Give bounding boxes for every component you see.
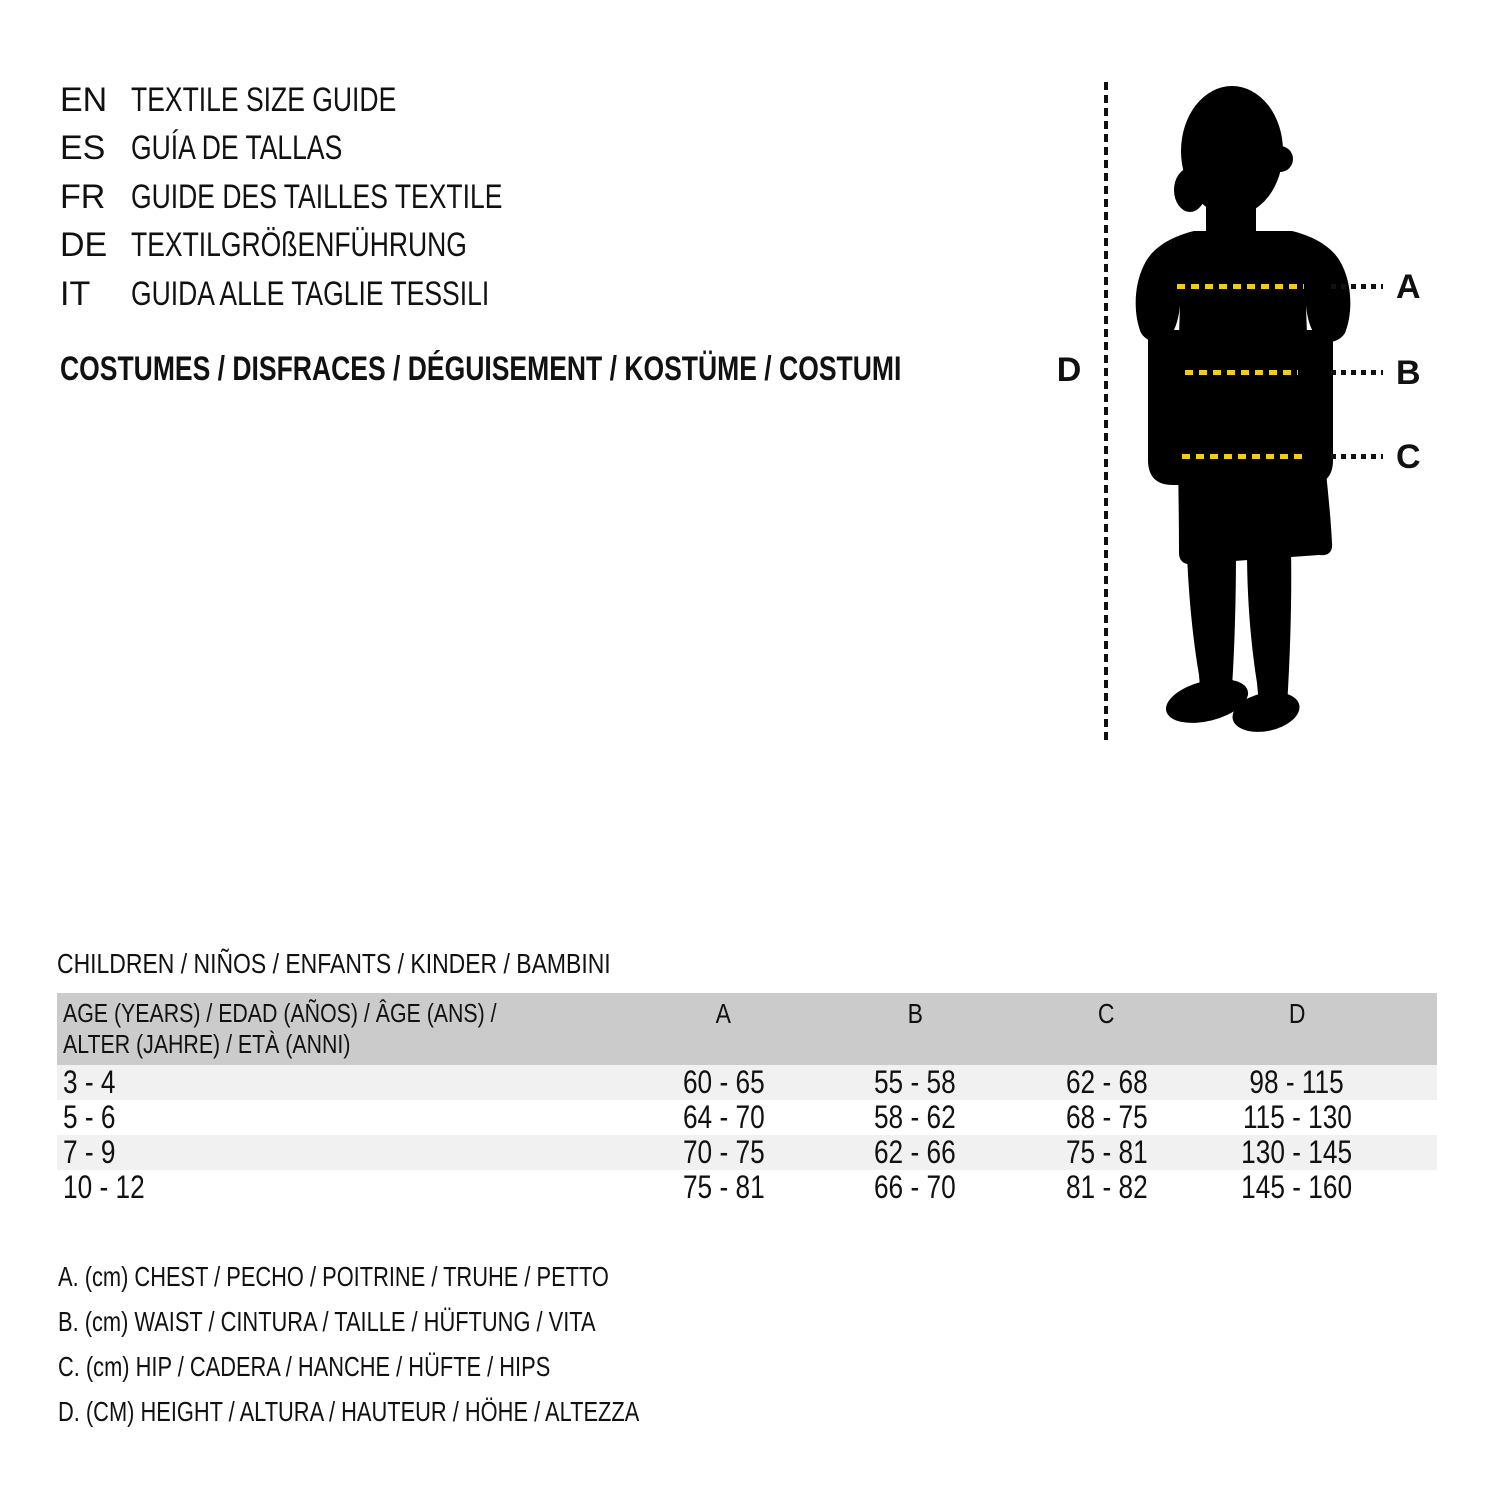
height-label: D [1056,351,1082,389]
legend-height: D. (CM) HEIGHT / ALTURA / HAUTEUR / HÖHE / ALTEZZA [58,1395,640,1427]
hip-cell: 75 - 81 [1065,1134,1148,1170]
hip-cell: 68 - 75 [1065,1099,1148,1135]
height-cell: 98 - 115 [1249,1064,1345,1100]
height-cell: 115 - 130 [1242,1099,1352,1135]
language-title: TEXTILE SIZE GUIDE [131,80,397,119]
table-row [57,1100,1437,1135]
table-row [57,1170,1437,1205]
age-cell: 7 - 9 [63,1134,116,1170]
language-row-fr [60,173,607,222]
child-silhouette [1130,85,1380,745]
waist-cell: 55 - 58 [874,1064,956,1100]
language-code: FR [60,177,106,216]
table-row [57,1065,1437,1100]
chest-cell: 70 - 75 [682,1134,765,1170]
chest-label: A [1396,268,1421,306]
chest-cell: 75 - 81 [682,1169,765,1205]
height-cell: 145 - 160 [1241,1169,1353,1205]
language-row-en [60,76,607,125]
language-list [60,76,607,319]
chest-connector-line [1331,284,1383,289]
age-cell: 10 - 12 [63,1169,145,1205]
waist-label: B [1396,354,1421,392]
waist-cell: 58 - 62 [874,1099,956,1135]
hip-cell: 81 - 82 [1065,1169,1148,1205]
age-cell: 5 - 6 [63,1099,116,1135]
height-dashed-line [1104,82,1108,744]
column-header-c: C [1098,998,1115,1029]
language-title: TEXTILGRÖßENFÜHRUNG [131,226,467,265]
waist-cell: 62 - 66 [874,1134,956,1170]
age-cell: 3 - 4 [63,1064,116,1100]
silhouette-right-leg [1247,547,1291,707]
chest-cell: 64 - 70 [682,1099,765,1135]
column-header-d: D [1288,998,1306,1029]
chest-measure-line [1177,284,1304,289]
legend-chest: A. (cm) CHEST / PECHO / POITRINE / TRUHE / PETTO [58,1260,609,1292]
silhouette-neck [1206,180,1256,235]
size-table [57,993,1437,1205]
silhouette-ear [1267,146,1293,172]
hip-connector-line [1331,454,1383,459]
language-title: GUIDE DES TAILLES TEXTILE [131,177,503,216]
language-row-it [60,270,607,319]
column-header-b: B [907,998,923,1029]
height-cell: 130 - 145 [1241,1134,1353,1170]
language-code: EN [60,80,108,119]
silhouette-hair [1174,168,1206,212]
category-title: COSTUMES / DISFRACES / DÉGUISEMENT / KOSTÜME / COSTUMI [60,350,902,388]
table-header-row [57,993,1437,1065]
waist-connector-line [1331,370,1383,375]
chest-cell: 60 - 65 [682,1064,765,1100]
hip-measure-line [1182,454,1304,459]
language-code: IT [60,274,91,313]
language-code: ES [60,129,106,168]
waist-measure-line [1185,370,1298,375]
legend-hip: C. (cm) HIP / CADERA / HANCHE / HÜFTE / HIPS [58,1350,551,1382]
age-column-header: AGE (YEARS) / EDAD (AÑOS) / ÂGE (ANS) / ALTER (JAHRE) / ETÀ (ANNI) [63,998,497,1059]
legend-waist: B. (cm) WAIST / CINTURA / TAILLE / HÜFTUNG / VITA [58,1305,596,1337]
language-title: GUIDA ALLE TAGLIE TESSILI [131,274,490,313]
language-row-es [60,125,607,174]
hip-label: C [1396,438,1421,476]
hip-cell: 62 - 68 [1065,1064,1148,1100]
column-header-a: A [715,998,732,1029]
section-title-children: CHILDREN / NIÑOS / ENFANTS / KINDER / BAMBINI [57,948,611,979]
table-row [57,1135,1437,1170]
language-title: GUÍA DE TALLAS [131,129,343,168]
waist-cell: 66 - 70 [874,1169,956,1205]
measurement-legend [58,1254,803,1434]
language-code: DE [60,226,108,265]
language-row-de [60,222,607,271]
